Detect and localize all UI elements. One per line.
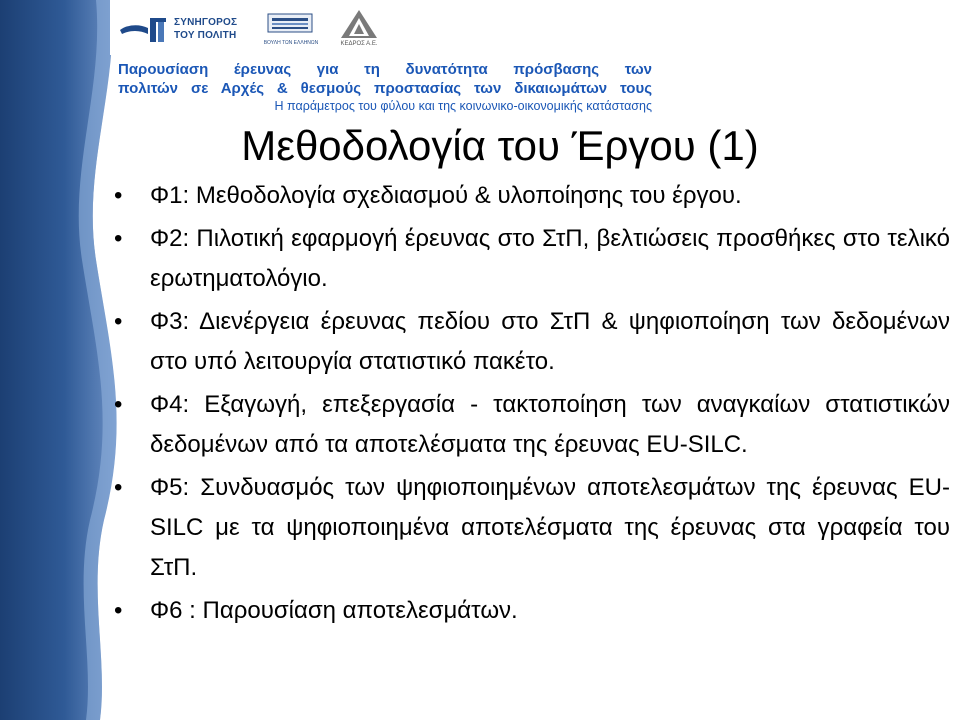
- bullet-text: Φ4: Εξαγωγή, επεξεργασία - τακτοποίηση των αναγκαίων στατιστικών δεδομένων από τα αποτελέσματα της έρευνας EU-SILC.: [150, 391, 950, 458]
- kedros-caption: ΚΕΔΡΟΣ Α.Ε.: [340, 41, 378, 47]
- bullet-text: Φ6 : Παρουσίαση αποτελεσμάτων.: [150, 597, 518, 624]
- bullet-dot-icon: •: [114, 182, 123, 209]
- kedros-logo: [334, 8, 384, 50]
- bullet-dot-icon: •: [114, 391, 123, 418]
- bullet-dot-icon: •: [114, 308, 123, 335]
- vouli-logo: [260, 10, 320, 50]
- bullet-list: [112, 176, 950, 634]
- bullet-dot-icon: •: [114, 597, 123, 624]
- bullet-text: Φ3: Διενέργεια έρευνας πεδίου στο ΣτΠ & ψηφιοποίηση των δεδομένων στο υπό λειτουργία στατιστικό πακέτο.: [150, 308, 950, 375]
- vouli-caption: ΒΟΥΛΗ ΤΩΝ ΕΛΛΗΝΩΝ: [263, 40, 319, 46]
- kedros-triangle-icon: [339, 8, 379, 40]
- bullet-item: [112, 385, 950, 465]
- bullet-item: [112, 176, 950, 216]
- project-banner: [112, 56, 660, 120]
- logo-strip: [110, 0, 400, 55]
- bullet-text: Φ2: Πιλοτική εφαρμογή έρευνας στο ΣτΠ, βελτιώσεις προσθήκες στο τελικό ερωτηματολόγιο.: [150, 225, 950, 292]
- synigoros-line2: ΤΟΥ ΠΟΛΙΤΗ: [174, 30, 237, 41]
- parliament-emblem-icon: [266, 10, 314, 38]
- bullet-text: Φ5: Συνδυασμός των ψηφιοποιημένων αποτελεσμάτων της έρευνας EU-SILC με τα ψηφιοποιημένα αποτελέσματα της έρευνας στα γραφεία του ΣτΠ.: [150, 474, 950, 581]
- synigoros-line1: ΣΥΝΗΓΟΡΟΣ: [174, 17, 238, 28]
- synigoros-logo: [118, 14, 238, 48]
- synigoros-mark-icon: [118, 16, 170, 46]
- bullet-item: [112, 302, 950, 382]
- banner-title-line1: Παρουσίαση έρευνας για τη δυνατότητα πρόσβασης των: [118, 61, 652, 78]
- bullet-item: [112, 468, 950, 588]
- bullet-text: Φ1: Μεθοδολογία σχεδιασμού & υλοποίησης του έργου.: [150, 182, 742, 209]
- bullet-dot-icon: •: [114, 474, 123, 501]
- banner-subtitle: Η παράμετρος του φύλου και της κοινωνικο-οικονομικής κατάστασης: [274, 99, 652, 113]
- banner-title-line2: πολιτών σε Αρχές & θεσμούς προστασίας των δικαιωμάτων τους: [118, 80, 652, 97]
- bullet-item: [112, 591, 950, 631]
- bullet-item: [112, 219, 950, 299]
- bullet-dot-icon: •: [114, 225, 123, 252]
- slide-title: Μεθοδολογία του Έργου (1): [241, 122, 759, 169]
